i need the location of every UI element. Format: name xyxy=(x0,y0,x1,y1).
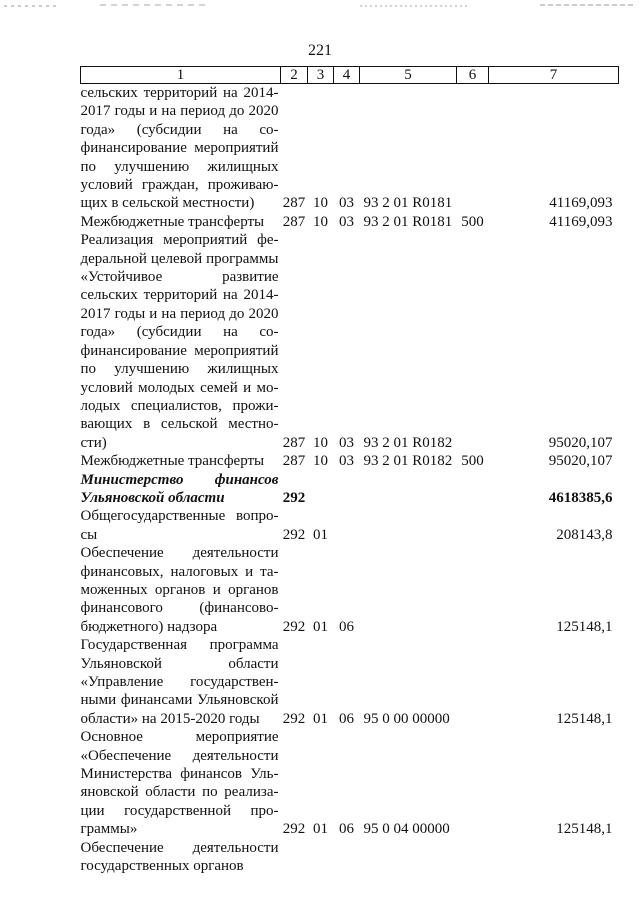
budget-table xyxy=(80,66,619,875)
row-target-article-code: 95 0 00 00000 xyxy=(363,710,450,727)
row-expense-type-code: 500 xyxy=(461,453,484,470)
column-header: 1 xyxy=(81,67,281,84)
row-expense-type-code xyxy=(457,544,489,636)
row-subsection-code: 03 xyxy=(339,453,354,470)
row-amount: 125148,1 xyxy=(556,710,613,727)
row-expense-type-code xyxy=(457,636,489,728)
table-row xyxy=(81,636,619,728)
column-header: 2 xyxy=(281,67,308,84)
table-row xyxy=(81,471,619,508)
row-amount: 95020,107 xyxy=(548,434,613,451)
row-target-article-code xyxy=(360,544,457,636)
row-section-code: 01 xyxy=(313,618,328,635)
row-amount: 41169,093 xyxy=(549,213,613,230)
page-number: 221 xyxy=(308,42,332,59)
row-target-article-code: 93 2 01 R0182 xyxy=(363,434,453,451)
row-expense-type-code: 500 xyxy=(461,213,484,230)
row-name: Межбюджетные трансферты xyxy=(80,453,265,470)
column-header: 4 xyxy=(334,67,360,84)
row-target-article-code: 93 2 01 R0181 xyxy=(363,195,453,212)
table-row xyxy=(81,839,619,876)
table-row xyxy=(81,84,619,213)
row-ministry-code: 287 xyxy=(282,434,306,451)
row-expense-type-code xyxy=(457,507,489,544)
row-target-article-code xyxy=(360,507,457,544)
row-subsection-code: 03 xyxy=(339,434,354,451)
table-row xyxy=(81,231,619,452)
column-header: 3 xyxy=(308,67,334,84)
row-name: сельских территорий на 2014-2017 годы и на период до 2020 года» (субсидии на софинансирование мероприятий по улучшению жилищных условий граждан, проживающих в сельской местности) xyxy=(80,85,279,212)
row-amount: 4618385,6 xyxy=(548,489,613,506)
row-ministry-code: 287 xyxy=(282,453,306,470)
row-target-article-code xyxy=(360,839,457,876)
row-section-code: 01 xyxy=(313,526,328,543)
row-name: Обеспечение деятельности государственных органов xyxy=(80,839,279,875)
scan-artifact-marks xyxy=(0,0,640,12)
row-name: Министерство финансов Ульяновской области xyxy=(80,471,279,506)
row-subsection-code xyxy=(334,839,360,876)
row-name: Межбюджетные трансферты xyxy=(80,213,265,230)
row-section-code: 10 xyxy=(313,453,328,470)
table-row xyxy=(81,544,619,636)
row-section-code xyxy=(308,471,334,508)
row-ministry-code xyxy=(281,839,308,876)
table-row xyxy=(81,452,619,470)
row-subsection-code: 03 xyxy=(339,213,354,230)
row-name: Основное мероприятие «Обеспечение деятельности Министерства финансов Ульяновской области по реализации государственной программы» xyxy=(80,729,279,838)
row-expense-type-code xyxy=(457,231,489,452)
row-subsection-code: 06 xyxy=(339,821,354,838)
row-subsection-code: 06 xyxy=(339,618,354,635)
row-ministry-code: 287 xyxy=(282,195,306,212)
row-target-article-code: 93 2 01 R0182 xyxy=(363,453,453,470)
row-section-code: 01 xyxy=(313,821,328,838)
row-subsection-code xyxy=(334,471,360,508)
row-ministry-code: 292 xyxy=(282,618,306,635)
row-expense-type-code xyxy=(457,839,489,876)
row-section-code: 10 xyxy=(313,213,328,230)
column-header: 7 xyxy=(489,67,619,84)
row-amount: 95020,107 xyxy=(548,453,613,470)
row-subsection-code xyxy=(334,507,360,544)
row-name: Обеспечение деятельности финансовых, налоговых и таможенных органов и органов финансового (финансово-бюджетного) надзора xyxy=(80,545,279,635)
table-row xyxy=(81,213,619,231)
row-subsection-code: 03 xyxy=(339,195,354,212)
row-amount: 125148,1 xyxy=(556,821,613,838)
row-amount: 41169,093 xyxy=(549,195,613,212)
row-target-article-code: 95 0 04 00000 xyxy=(363,821,450,838)
row-ministry-code: 292 xyxy=(282,489,306,506)
row-target-article-code: 93 2 01 R0181 xyxy=(363,213,453,230)
row-section-code xyxy=(308,839,334,876)
row-expense-type-code xyxy=(457,728,489,838)
table-header-row xyxy=(81,67,619,84)
row-amount: 125148,1 xyxy=(556,618,613,635)
column-header: 6 xyxy=(457,67,489,84)
row-amount xyxy=(489,839,619,876)
row-subsection-code: 06 xyxy=(339,710,354,727)
row-name: Общегосударственные вопросы xyxy=(80,508,279,543)
row-ministry-code: 287 xyxy=(282,213,306,230)
table-row xyxy=(81,728,619,838)
row-expense-type-code xyxy=(457,84,489,213)
table-body xyxy=(81,84,619,876)
row-section-code: 10 xyxy=(313,195,328,212)
row-ministry-code: 292 xyxy=(282,526,306,543)
table-row xyxy=(81,507,619,544)
row-name: Государственная программа Ульяновской области «Управление государственными финансами Ульяновской области» на 2015-2020 годы xyxy=(80,637,279,727)
row-ministry-code: 292 xyxy=(282,710,306,727)
row-section-code: 01 xyxy=(313,710,328,727)
row-ministry-code: 292 xyxy=(282,821,306,838)
row-amount: 208143,8 xyxy=(556,526,613,543)
row-section-code: 10 xyxy=(313,434,328,451)
column-header: 5 xyxy=(360,67,457,84)
row-name: Реализация мероприятий федеральной целевой программы «Устойчивое развитие сельских территорий на 2014-2017 годы и на период до 2020 года» (субсидии на софинансирование мероприятий по улучшению жилищных условий молодых семей и молодых специалистов, проживающих в сельской местности) xyxy=(80,232,279,451)
row-target-article-code xyxy=(360,471,457,508)
row-expense-type-code xyxy=(457,471,489,508)
